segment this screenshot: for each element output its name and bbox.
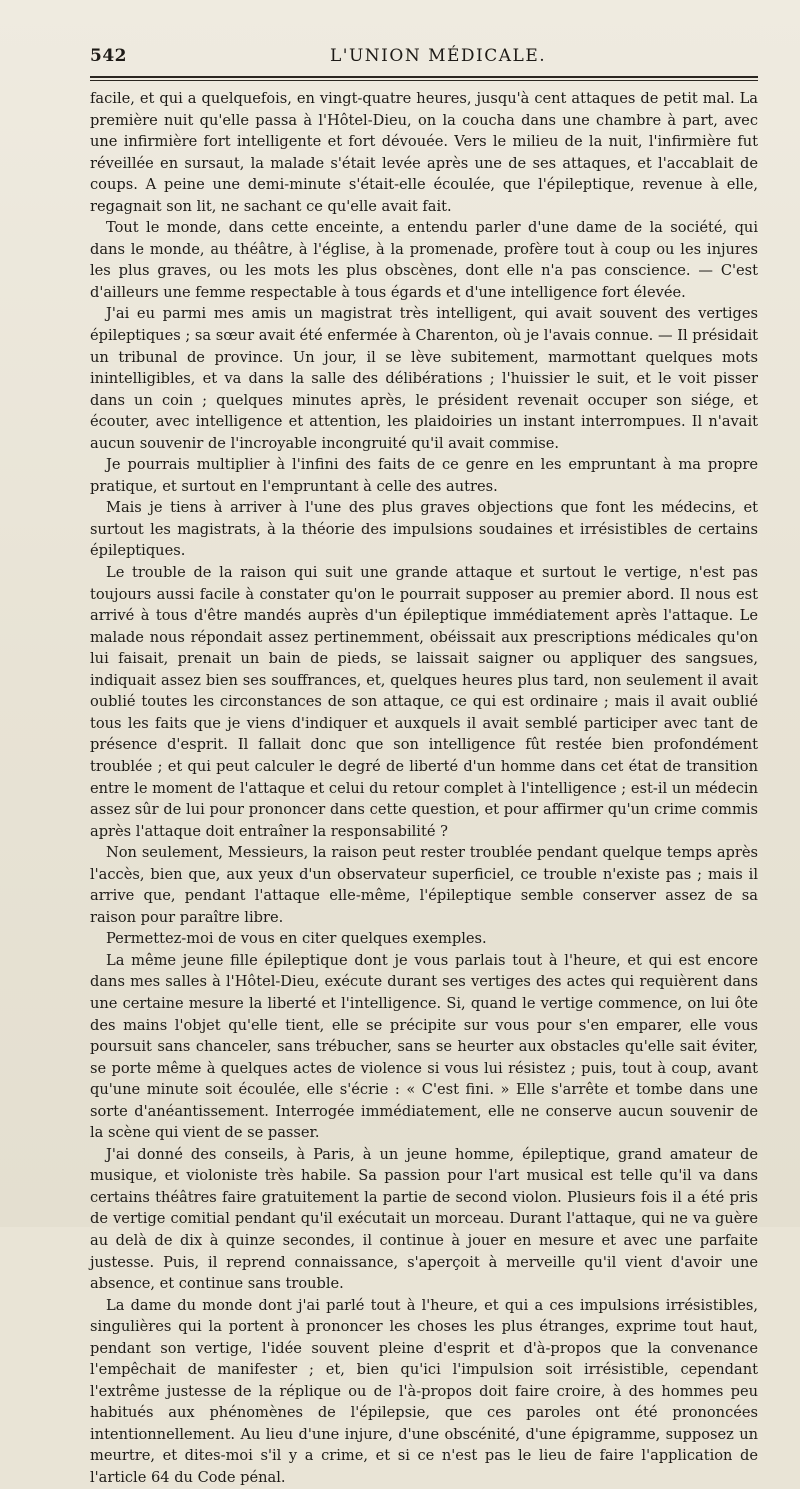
paragraph: Mais je tiens à arriver à l'une des plus graves objections que font les médecins, et surtout les magistrats, à la théorie des impulsions soudaines et irrésistibles de certains épileptiques. (90, 499, 758, 560)
paragraph-continuation: facile, et qui a quelquefois, en vingt-quatre heures, jusqu'à cent attaques de petit mal. La première nuit qu'elle passa à l'Hôtel-Dieu, on la coucha dans une chambre à part, avec une infirmière fort intelligente et fort dévouée. Vers le milieu de la nuit, l'infirmière fut réveillée en sursaut, la malade s'était levée après une de ses attaques, et l'accablait de coups. A peine une demi-minute s'était-elle écoulée, que l'épileptique, revenue à elle, regagnait son lit, ne sachant ce qu'elle avait fait. (90, 90, 758, 215)
body-text (90, 88, 758, 1489)
paragraph: Permettez-moi de vous en citer quelques exemples. (106, 930, 487, 948)
paragraph: J'ai eu parmi mes amis un magistrat très intelligent, qui avait souvent des vertiges épileptiques ; sa sœur avait été enfermée à Charenton, où je l'avais connue. — Il présidait un tribunal de province. Un jour, il se lève subitement, marmottant quelques mots inintelligibles, et va dans la salle des délibérations ; l'huissier le suit, et le voit pisser dans un coin ; quelques minutes après, le président revenait occuper son siége, et écouter, avec intelligence et attention, les plaidoiries un instant interrompues. Il n'avait aucun souvenir de l'incroyable incongruité qu'il avait commise. (90, 305, 758, 452)
paragraph: Le trouble de la raison qui suit une grande attaque et surtout le vertige, n'est pas toujours aussi facile à constater qu'on le pourrait supposer au premier abord. Il nous est arrivé à tous d'être mandés auprès d'un épileptique immédiatement après l'attaque. Le malade nous répondait assez pertinemment, obéissait aux prescriptions médicales qu'on lui faisait, prenait un bain de pieds, se laissait saigner ou appliquer des sangsues, indiquait assez bien ses souffrances, et, quelques heures plus tard, non seulement il avait oublié toutes les circonstances de son attaque, ce qui est ordinaire ; mais il avait oublié tous les faits que je viens d'indiquer et auxquels il avait semblé participer avec tant de présence d'esprit. Il fallait donc que son intelligence fût restée bien profondément troublée ; et qui peut calculer le degré de liberté d'un homme dans cet état de transition entre le moment de l'attaque et celui du retour complet à l'intelligence ; est-il un médecin assez sûr de lui pour prononcer dans cette question, et pour affirmer qu'un crime commis après l'attaque doit entraîner la responsabilité ? (90, 564, 758, 840)
paragraph: J'ai donné des conseils, à Paris, à un jeune homme, épileptique, grand amateur de musique, et violoniste très habile. Sa passion pour l'art musical est telle qu'il va dans certains théâtres faire gratuitement la partie de second violon. Plusieurs fois il a été pris de vertige comitial pendant qu'il exécutait un morceau. Durant l'attaque, qui ne va guère au delà de dix à quinze secondes, il continue à jouer en mesure et avec une parfaite justesse. Puis, il reprend connaissance, s'aperçoit à merveille qu'il vient d'avoir une absence, et continue sans trouble. (90, 1145, 758, 1293)
running-title: L'UNION MÉDICALE. (330, 46, 547, 66)
paragraph: La même jeune fille épileptique dont je vous parlais tout à l'heure, et qui est encore dans mes salles à l'Hôtel-Dieu, exécute durant ses vertiges des actes qui requièrent dans une certaine mesure la liberté et l'intelligence. Si, quand le vertige commence, on lui ôte des mains l'objet qu'elle tient, elle se précipite sur vous pour s'en emparer, elle vous poursuit sans chanceler, sans trébucher, sans se heurter aux obstacles qu'elle sait éviter, se porte même à quelques actes de violence si vous lui résistez ; puis, tout à coup, avant qu'une minute soit écoulée, elle s'écrie : « C'est fini. » Elle s'arrête et tombe dans une sorte d'anéantissement. Interrogée immédiatement, elle ne conserve aucun souvenir de la scène qui vient de se passer. (90, 951, 758, 1142)
paragraph: Je pourrais multiplier à l'infini des faits de ce genre en les empruntant à ma propre pratique, et surtout en l'empruntant à celle des autres. (90, 456, 758, 495)
paragraph: Non seulement, Messieurs, la raison peut rester troublée pendant quelque temps après l'accès, bien que, aux yeux d'un observateur superficiel, ce trouble n'existe pas ; mais il arrive que, pendant l'attaque elle-même, l'épileptique semble conserver assez de sa raison pour paraître libre. (90, 844, 758, 926)
page-header (90, 44, 760, 72)
paragraph: La dame du monde dont j'ai parlé tout à l'heure, et qui a ces impulsions irrésistibles, singulières qui la portent à prononcer les choses les plus étranges, exprime tout haut, pendant son vertige, l'idée souvent pleine d'esprit et d'à-propos que la convenance l'empêchait de manifester ; et, bien qu'ici l'impulsion soit irrésistible, cependant l'extrême justesse de la réplique ou de l'à-propos doit faire croire, à des hommes peu habitués aux phénomènes de l'épilepsie, que ces paroles ont été prononcées intentionnellement. Au lieu d'une injure, d'une obscénité, d'une épigramme, supposez un meurtre, et dites-moi s'il y a crime, et si ce n'est pas le lieu de faire l'application de l'article 64 du Code pénal. (90, 1296, 758, 1486)
page-number: 542 (90, 46, 127, 66)
header-rule-thin (90, 80, 758, 81)
paragraph: Tout le monde, dans cette enceinte, a entendu parler d'une dame de la société, qui dans le monde, au théâtre, à l'église, à la promenade, profère tout à coup ou les injures les plus graves, ou les mots les plus obscènes, dont elle n'a pas conscience. — C'est d'ailleurs une femme respectable à tous égards et d'une intelligence fort élevée. (90, 219, 758, 301)
header-rule (90, 76, 758, 78)
